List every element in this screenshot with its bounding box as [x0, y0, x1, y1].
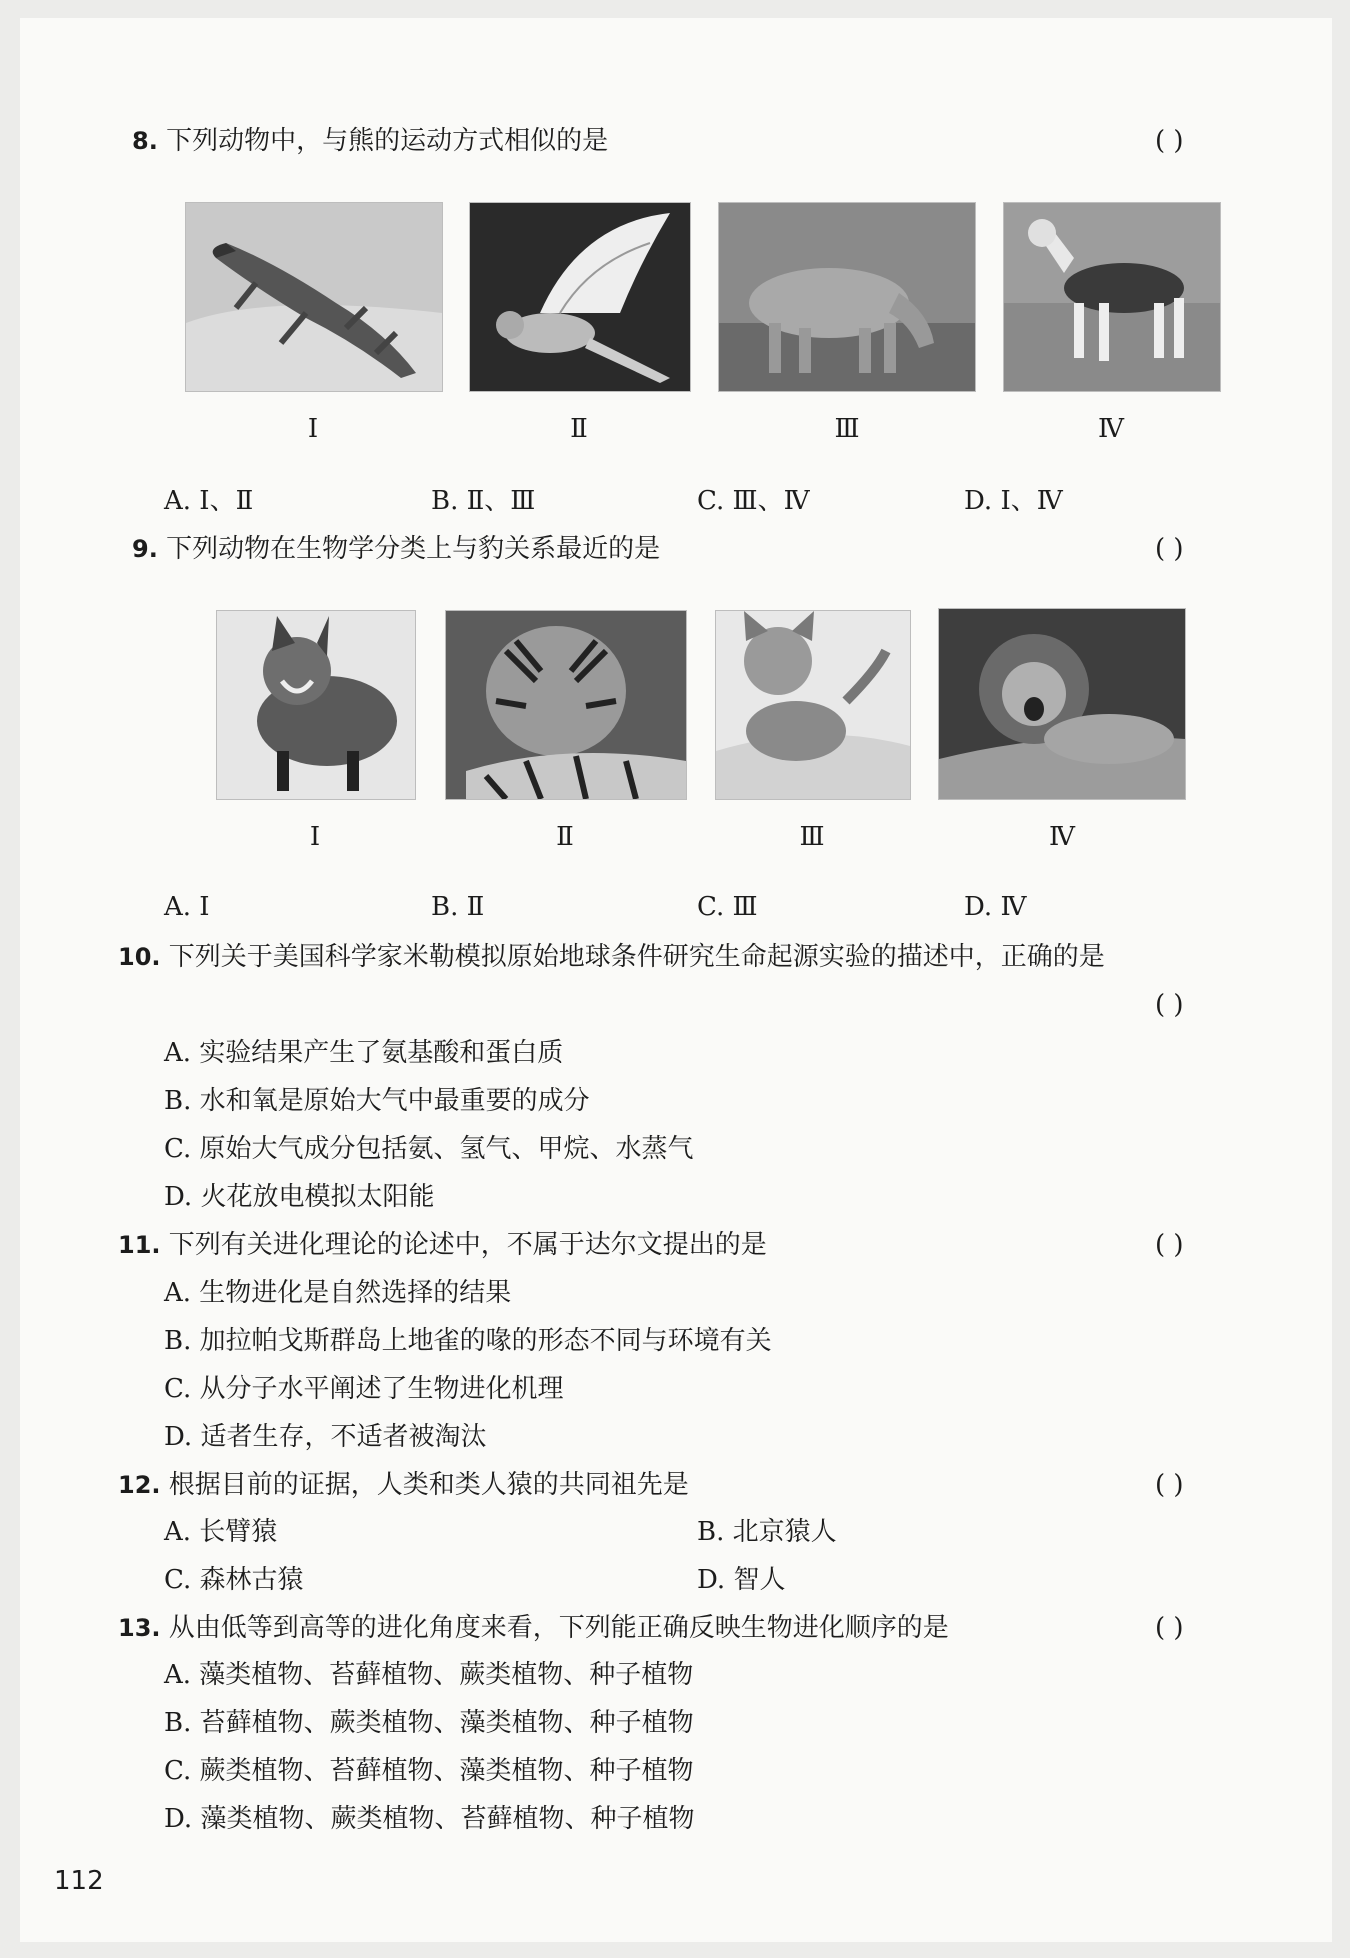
q12-option-b[interactable]: B. 北京猿人	[697, 1517, 837, 1547]
q11-option-b[interactable]: B. 加拉帕戈斯群岛上地雀的喙的形态不同与环境有关	[164, 1326, 772, 1356]
q10-option-a[interactable]: A. 实验结果产生了氨基酸和蛋白质	[164, 1038, 564, 1068]
q8-caption-1: Ⅰ	[307, 414, 319, 444]
question-13-text: 从由低等到高等的进化角度来看，下列能正确反映生物进化顺序的是	[168, 1613, 949, 1643]
q9-caption-3: Ⅲ	[799, 822, 825, 852]
q12-option-c[interactable]: C. 森林古猿	[164, 1565, 304, 1595]
q10-option-b[interactable]: B. 水和氧是原始大气中最重要的成分	[164, 1086, 590, 1116]
q9-option-c[interactable]: C. Ⅲ	[697, 892, 758, 922]
q8-caption-2: Ⅱ	[570, 414, 588, 444]
question-11-text: 下列有关进化理论的论述中，不属于达尔文提出的是	[168, 1230, 767, 1260]
q8-image-crocodile	[185, 202, 443, 392]
question-12-stem	[118, 1468, 689, 1502]
q9-caption-2: Ⅱ	[556, 822, 574, 852]
question-10-text: 下列关于美国科学家米勒模拟原始地球条件研究生命起源实验的描述中，正确的是	[168, 942, 1105, 972]
q9-option-d[interactable]: D. Ⅳ	[964, 892, 1027, 922]
question-8-number: 8.	[132, 127, 158, 155]
question-8-text: 下列动物中，与熊的运动方式相似的是	[166, 126, 609, 156]
question-12-number: 12.	[118, 1471, 161, 1499]
q10-option-d[interactable]: D. 火花放电模拟太阳能	[164, 1182, 435, 1212]
q12-option-d[interactable]: D. 智人	[697, 1565, 786, 1595]
q8-image-donkey	[718, 202, 976, 392]
question-9-answer-bracket: ( )	[1155, 534, 1184, 564]
q13-option-d[interactable]: D. 藻类植物、蕨类植物、苔藓植物、种子植物	[164, 1804, 695, 1834]
q11-option-c[interactable]: C. 从分子水平阐述了生物进化机理	[164, 1374, 564, 1404]
question-8-stem	[132, 124, 608, 158]
q9-caption-1: Ⅰ	[309, 822, 321, 852]
page-number: 112	[54, 1866, 104, 1896]
q9-caption-4: Ⅳ	[1049, 822, 1075, 852]
q13-option-c[interactable]: C. 蕨类植物、苔藓植物、藻类植物、种子植物	[164, 1756, 694, 1786]
question-10-answer-bracket: ( )	[1155, 990, 1184, 1020]
q9-option-a[interactable]: A. Ⅰ	[164, 892, 210, 922]
question-12-answer-bracket: ( )	[1155, 1470, 1184, 1500]
q10-option-c[interactable]: C. 原始大气成分包括氨、氢气、甲烷、水蒸气	[164, 1134, 694, 1164]
q8-option-d[interactable]: D. Ⅰ、Ⅳ	[964, 486, 1063, 516]
q8-caption-4: Ⅳ	[1098, 414, 1124, 444]
q13-option-a[interactable]: A. 藻类植物、苔藓植物、蕨类植物、种子植物	[164, 1660, 694, 1690]
q11-option-d[interactable]: D. 适者生存，不适者被淘汰	[164, 1422, 487, 1452]
q9-image-fox	[216, 610, 416, 800]
q8-option-c[interactable]: C. Ⅲ、Ⅳ	[697, 486, 810, 516]
q8-option-a[interactable]: A. Ⅰ、Ⅱ	[164, 486, 254, 516]
question-11-answer-bracket: ( )	[1155, 1230, 1184, 1260]
q9-option-b[interactable]: B. Ⅱ	[431, 892, 485, 922]
question-9-text: 下列动物在生物学分类上与豹关系最近的是	[166, 534, 661, 564]
q13-option-b[interactable]: B. 苔藓植物、蕨类植物、藻类植物、种子植物	[164, 1708, 694, 1738]
question-9-number: 9.	[132, 535, 158, 563]
q8-image-bird	[469, 202, 691, 392]
q12-option-a[interactable]: A. 长臂猿	[164, 1517, 278, 1547]
question-13-stem	[118, 1611, 949, 1645]
q8-image-dog	[1003, 202, 1221, 392]
question-10-stem	[118, 940, 1105, 974]
question-11-stem	[118, 1228, 767, 1262]
q11-option-a[interactable]: A. 生物进化是自然选择的结果	[164, 1278, 512, 1308]
question-10-number: 10.	[118, 943, 161, 971]
q8-caption-3: Ⅲ	[834, 414, 860, 444]
question-11-number: 11.	[118, 1231, 161, 1259]
q8-option-b[interactable]: B. Ⅱ、Ⅲ	[431, 486, 536, 516]
question-13-answer-bracket: ( )	[1155, 1613, 1184, 1643]
q9-image-lion	[938, 608, 1186, 800]
q9-image-tiger	[445, 610, 687, 800]
q9-image-cat	[715, 610, 911, 800]
question-9-stem	[132, 532, 660, 566]
question-8-answer-bracket: ( )	[1155, 126, 1184, 156]
question-12-text: 根据目前的证据，人类和类人猿的共同祖先是	[168, 1470, 689, 1500]
question-13-number: 13.	[118, 1614, 161, 1642]
